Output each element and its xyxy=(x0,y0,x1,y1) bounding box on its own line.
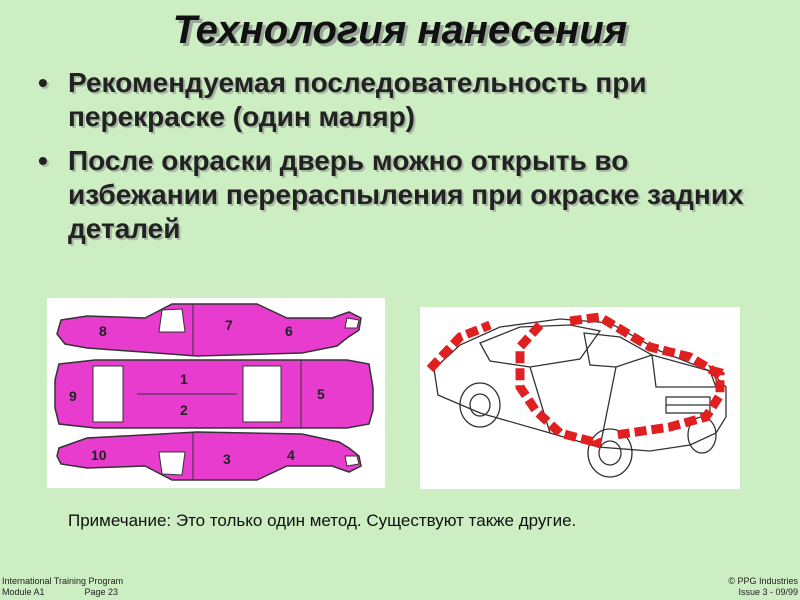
label-1: 1 xyxy=(180,371,188,387)
footer-left xyxy=(2,576,123,598)
window-front xyxy=(93,366,123,422)
bullet-item xyxy=(38,144,758,246)
label-2: 2 xyxy=(180,402,188,418)
footer-module: Module A1 xyxy=(2,587,45,597)
footer-page: Page 23 xyxy=(84,587,119,597)
small-window-top-right xyxy=(345,318,359,328)
car-spray-path-diagram xyxy=(420,307,740,489)
bullet-text: После окраски дверь можно открыть во избежании перераспыления при окраске задних деталей xyxy=(68,145,744,244)
label-9: 9 xyxy=(69,388,77,404)
label-5: 5 xyxy=(317,386,325,402)
footer-right xyxy=(728,576,798,598)
label-10: 10 xyxy=(91,447,107,463)
label-8: 8 xyxy=(99,323,107,339)
bullet-text: Рекомендуемая последовательность при перекраске (один маляр) xyxy=(68,67,647,132)
window-rear xyxy=(243,366,281,422)
label-6: 6 xyxy=(285,323,293,339)
bullet-dot-icon: • xyxy=(38,67,48,98)
car-outline-icon xyxy=(420,307,740,489)
label-7: 7 xyxy=(225,317,233,333)
top-window xyxy=(159,309,185,332)
small-window-bottom-right xyxy=(345,456,359,466)
label-3: 3 xyxy=(223,451,231,467)
bullet-list xyxy=(38,66,758,256)
car-body-unfolded-icon xyxy=(47,298,385,488)
label-4: 4 xyxy=(287,447,295,463)
panel-sequence-diagram xyxy=(47,298,385,488)
spray-path-left xyxy=(430,325,490,369)
footer-program: International Training Program xyxy=(2,576,124,586)
bullet-item xyxy=(38,66,758,134)
bullet-dot-icon: • xyxy=(38,145,48,176)
footer-copyright: © PPG Industries xyxy=(728,576,798,586)
footer-issue: Issue 3 - 09/99 xyxy=(738,587,798,597)
slide-title: Технология нанесения xyxy=(172,8,628,52)
note-text: Примечание: Это только один метод. Существуют также другие. xyxy=(68,511,577,530)
bottom-window xyxy=(159,452,185,475)
footer-module-line xyxy=(2,587,123,598)
